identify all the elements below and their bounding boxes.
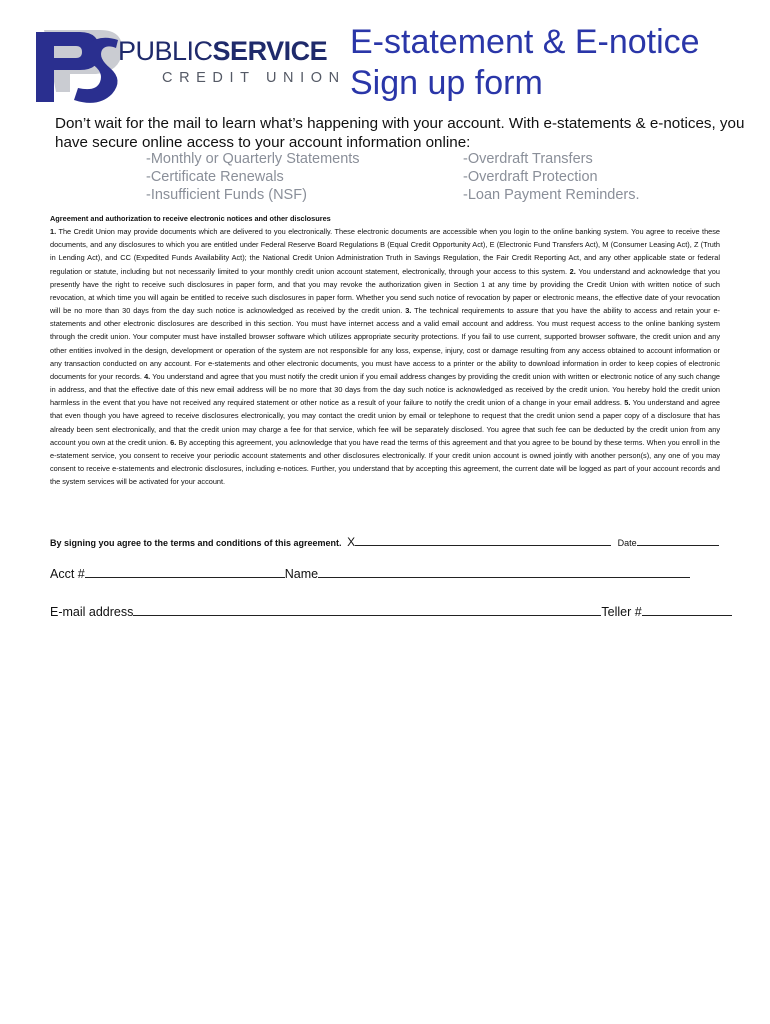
acct-field[interactable]	[85, 577, 285, 578]
name-field[interactable]	[318, 577, 690, 578]
logo-credit-union-text: CREDIT UNION	[162, 70, 346, 86]
signature-label: By signing you agree to the terms and conditions of this agreement.	[50, 538, 342, 548]
form-title-line-1: E-statement & E-notice	[350, 23, 700, 61]
date-field[interactable]	[637, 545, 719, 546]
logo-wordmark	[118, 36, 327, 67]
clause-number: 2.	[569, 266, 576, 276]
email-field[interactable]	[133, 615, 601, 616]
clause-text: You understand and agree that you must notify the credit union if you email address changes by providing the credit union with written or electronic notice of any such change in address, and that the effective date of this new email address will be no more that 30 days from the day such notice is acknowledged as received by the credit union. You hereby hold the credit union harmless in the event that you have not received any required statement or other notice as a result of your failure to notify the credit union of a change in your email address.	[50, 371, 721, 408]
acct-label: Acct #	[50, 567, 85, 581]
clause-text: You understand and acknowledge that you presently have the right to receive such disclosures in paper form, and that you may revoke the authorization given in Section 1 at any time by providing the Credit Union with written notice of such revocation, at which time you will again be entitled to receive such disclosures in paper form. Whether you send such notice of revocation by paper or electronic means, the effective date of your revocation will be no more than 30 days from the day such notice is acknowledged as received by the credit union.	[50, 266, 720, 316]
signature-x-mark: X	[347, 535, 356, 549]
email-teller-row	[50, 605, 720, 619]
clause-text: The technical requirements to assure that you have the ability to access and retain your e-statements and other electronic disclosures are described in this section. You must have internet access and a valid email account and address. You must request access to the online banking system through the credit union. Your computer must have installed browser software which utilizes appropriate security protections. If you fail to use current, supported browser software, the credit union and any other entities involved in the design, development or operation of the system are not responsible for any loss, expense, injury, cost or damage resulting from any access obtained to account information or any transaction conducted on any account. For e-statements and other electronic documents, you must have access to a printer or the ability to download information in order to keep copies of electronic documents for your records.	[50, 306, 721, 381]
signature-row	[50, 535, 720, 553]
clause-number: 6.	[170, 437, 177, 447]
form-title	[350, 22, 700, 104]
agreement-section	[50, 212, 720, 488]
date-label: Date	[617, 538, 637, 548]
benefit-item: -Certificate Renewals	[146, 169, 284, 185]
account-name-row	[50, 567, 720, 581]
benefit-item: -Loan Payment Reminders.	[463, 187, 640, 203]
benefit-item: -Insufficient Funds (NSF)	[146, 187, 307, 203]
clause-text: You understand and agree that even though you have agreed to receive disclosures electronically, you may contact the credit union by email or telephone to request that the credit union send a paper copy of a disclosure that has already been sent electronically, and that the credit union may charge a fee for that service, which fee will be separately disclosed. You agree that such fee can be deducted by the credit union from any account you own at the credit union.	[50, 398, 720, 447]
benefit-item: -Overdraft Transfers	[463, 151, 593, 167]
signature-field[interactable]	[355, 545, 611, 546]
benefit-item: -Monthly or Quarterly Statements	[146, 151, 360, 167]
email-label: E-mail address	[50, 605, 134, 619]
teller-field[interactable]	[642, 615, 732, 616]
ps-monogram-icon	[30, 22, 126, 118]
benefit-item: -Overdraft Protection	[463, 169, 598, 185]
intro-text: Don’t wait for the mail to learn what’s happening with your account. With e-statements & e-notices, you have secure online access to your account information online:	[55, 115, 745, 151]
clause-number: 5.	[624, 398, 631, 408]
agreement-heading: Agreement and authorization to receive electronic notices and other disclosures	[50, 214, 331, 223]
agreement-body	[50, 225, 720, 488]
clause-text: By accepting this agreement, you acknowledge that you have read the terms of this agreement and that you agree to be bound by these terms. When you enroll in the e-statement service, you consent to receive your periodic account statements and other disclosures electronically. If your credit union account is owned jointly with another person(s), any one of you may consent to receive e-statements and electronic disclosures, including e-notices. Further, you understand that by accepting this agreement, the current date will be logged as part of your account records and the system services will be activated for your account.	[50, 437, 720, 487]
clause-number: 4.	[144, 371, 151, 381]
form-title-line-2: Sign up form	[350, 64, 543, 102]
clause-number: 3.	[405, 306, 412, 316]
credit-union-logo	[30, 22, 346, 114]
teller-label: Teller #	[601, 605, 642, 619]
clause-number: 1.	[50, 227, 57, 237]
name-label: Name	[284, 567, 319, 581]
logo-service-text: SERVICE	[212, 36, 328, 66]
logo-public-text: PUBLIC	[118, 36, 213, 66]
clause-text: The Credit Union may provide documents which are delivered to you electronically. These electronic documents are accessible when you login to the online banking system. You agree to receive these documents, and any disclosures to which you are entitled under Federal Reserve Board Regulations B (Equal Credit Opportunity Act), E (Electronic Fund Transfers Act), M (Consumer Leasing Act), Z (Truth in Lending Act), and CC (Expedited Funds Availability Act); the National Credit Union Administration Truth in Savings Regulation, the Fair Credit Reporting Act, and any other applicable state or federal regulation or statute, including but not necessarily limited to your monthly credit union account statement, electronically, through your access to this system.	[50, 227, 720, 276]
